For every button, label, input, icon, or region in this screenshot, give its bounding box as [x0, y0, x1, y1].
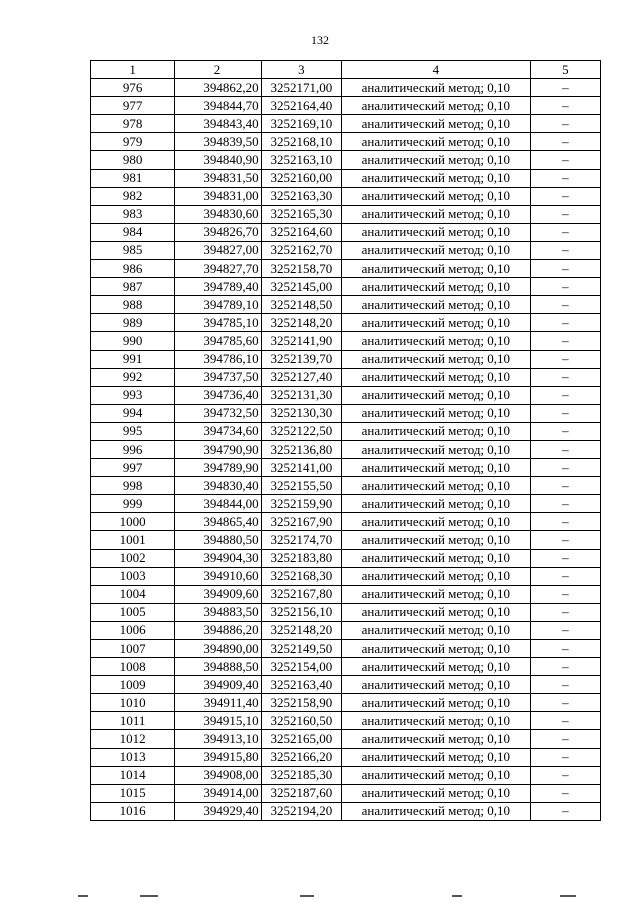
- note-cell: –: [530, 332, 600, 350]
- point-number-cell: 1006: [91, 621, 175, 639]
- method-cell: аналитический метод; 0,10: [341, 802, 530, 820]
- method-cell: аналитический метод; 0,10: [341, 531, 530, 549]
- y-coordinate-cell: 3252174,70: [261, 531, 341, 549]
- y-coordinate-cell: 3252160,50: [261, 712, 341, 730]
- x-coordinate-cell: 394827,70: [175, 260, 261, 278]
- y-coordinate-cell: 3252163,40: [261, 676, 341, 694]
- y-coordinate-cell: 3252154,00: [261, 658, 341, 676]
- method-cell: аналитический метод; 0,10: [341, 730, 530, 748]
- note-cell: –: [530, 79, 600, 97]
- y-coordinate-cell: 3252169,10: [261, 115, 341, 133]
- method-cell: аналитический метод; 0,10: [341, 278, 530, 296]
- method-cell: аналитический метод; 0,10: [341, 133, 530, 151]
- table-row: [91, 151, 601, 169]
- note-cell: –: [530, 603, 600, 621]
- x-coordinate-cell: 394830,40: [175, 477, 261, 495]
- note-cell: –: [530, 440, 600, 458]
- x-coordinate-cell: 394839,50: [175, 133, 261, 151]
- x-coordinate-cell: 394914,00: [175, 784, 261, 802]
- x-coordinate-cell: 394890,00: [175, 640, 261, 658]
- note-cell: –: [530, 640, 600, 658]
- note-cell: –: [530, 748, 600, 766]
- table-row: [91, 603, 601, 621]
- y-coordinate-cell: 3252149,50: [261, 640, 341, 658]
- x-coordinate-cell: 394929,40: [175, 802, 261, 820]
- method-cell: аналитический метод; 0,10: [341, 97, 530, 115]
- table-row: [91, 241, 601, 259]
- method-cell: аналитический метод; 0,10: [341, 495, 530, 513]
- note-cell: –: [530, 549, 600, 567]
- y-coordinate-cell: 3252167,90: [261, 513, 341, 531]
- note-cell: –: [530, 278, 600, 296]
- method-cell: аналитический метод; 0,10: [341, 205, 530, 223]
- note-cell: –: [530, 567, 600, 585]
- note-cell: –: [530, 730, 600, 748]
- y-coordinate-cell: 3252127,40: [261, 368, 341, 386]
- point-number-cell: 984: [91, 223, 175, 241]
- table-row: [91, 585, 601, 603]
- y-coordinate-cell: 3252136,80: [261, 440, 341, 458]
- y-coordinate-cell: 3252131,30: [261, 386, 341, 404]
- method-cell: аналитический метод; 0,10: [341, 440, 530, 458]
- y-coordinate-cell: 3252167,80: [261, 585, 341, 603]
- table-row: [91, 133, 601, 151]
- note-cell: –: [530, 223, 600, 241]
- method-cell: аналитический метод; 0,10: [341, 296, 530, 314]
- x-coordinate-cell: 394737,50: [175, 368, 261, 386]
- x-coordinate-cell: 394736,40: [175, 386, 261, 404]
- y-coordinate-cell: 3252139,70: [261, 350, 341, 368]
- x-coordinate-cell: 394862,20: [175, 79, 261, 97]
- point-number-cell: 981: [91, 169, 175, 187]
- point-number-cell: 1016: [91, 802, 175, 820]
- method-cell: аналитический метод; 0,10: [341, 621, 530, 639]
- table-row: [91, 278, 601, 296]
- note-cell: –: [530, 260, 600, 278]
- note-cell: –: [530, 350, 600, 368]
- y-coordinate-cell: 3252141,90: [261, 332, 341, 350]
- x-coordinate-cell: 394785,60: [175, 332, 261, 350]
- table-row: [91, 766, 601, 784]
- note-cell: –: [530, 368, 600, 386]
- table-row: [91, 368, 601, 386]
- note-cell: –: [530, 205, 600, 223]
- x-coordinate-cell: 394904,30: [175, 549, 261, 567]
- x-coordinate-cell: 394909,60: [175, 585, 261, 603]
- table-row: [91, 205, 601, 223]
- point-number-cell: 1007: [91, 640, 175, 658]
- point-number-cell: 998: [91, 477, 175, 495]
- note-cell: –: [530, 676, 600, 694]
- table-row: [91, 495, 601, 513]
- note-cell: –: [530, 658, 600, 676]
- method-cell: аналитический метод; 0,10: [341, 350, 530, 368]
- note-cell: –: [530, 314, 600, 332]
- table-row: [91, 802, 601, 820]
- point-number-cell: 978: [91, 115, 175, 133]
- note-cell: –: [530, 133, 600, 151]
- point-number-cell: 1004: [91, 585, 175, 603]
- y-coordinate-cell: 3252164,40: [261, 97, 341, 115]
- table-row: [91, 477, 601, 495]
- table-row: [91, 513, 601, 531]
- y-coordinate-cell: 3252166,20: [261, 748, 341, 766]
- method-cell: аналитический метод; 0,10: [341, 784, 530, 802]
- x-coordinate-cell: 394886,20: [175, 621, 261, 639]
- note-cell: –: [530, 531, 600, 549]
- point-number-cell: 979: [91, 133, 175, 151]
- y-coordinate-cell: 3252171,00: [261, 79, 341, 97]
- x-coordinate-cell: 394840,90: [175, 151, 261, 169]
- method-cell: аналитический метод; 0,10: [341, 151, 530, 169]
- y-coordinate-cell: 3252164,60: [261, 223, 341, 241]
- table-row: [91, 350, 601, 368]
- table-row: [91, 187, 601, 205]
- point-number-cell: 996: [91, 440, 175, 458]
- x-coordinate-cell: 394732,50: [175, 404, 261, 422]
- point-number-cell: 985: [91, 241, 175, 259]
- method-cell: аналитический метод; 0,10: [341, 223, 530, 241]
- method-cell: аналитический метод; 0,10: [341, 404, 530, 422]
- x-coordinate-cell: 394790,90: [175, 440, 261, 458]
- method-cell: аналитический метод; 0,10: [341, 585, 530, 603]
- y-coordinate-cell: 3252148,20: [261, 314, 341, 332]
- column-header: 1: [91, 61, 175, 79]
- x-coordinate-cell: 394789,40: [175, 278, 261, 296]
- column-header: 2: [175, 61, 261, 79]
- x-coordinate-cell: 394831,50: [175, 169, 261, 187]
- method-cell: аналитический метод; 0,10: [341, 422, 530, 440]
- note-cell: –: [530, 296, 600, 314]
- method-cell: аналитический метод; 0,10: [341, 477, 530, 495]
- method-cell: аналитический метод; 0,10: [341, 603, 530, 621]
- method-cell: аналитический метод; 0,10: [341, 115, 530, 133]
- note-cell: –: [530, 585, 600, 603]
- method-cell: аналитический метод; 0,10: [341, 314, 530, 332]
- column-header: 5: [530, 61, 600, 79]
- column-header: 4: [341, 61, 530, 79]
- y-coordinate-cell: 3252122,50: [261, 422, 341, 440]
- method-cell: аналитический метод; 0,10: [341, 748, 530, 766]
- y-coordinate-cell: 3252160,00: [261, 169, 341, 187]
- x-coordinate-cell: 394880,50: [175, 531, 261, 549]
- point-number-cell: 988: [91, 296, 175, 314]
- x-coordinate-cell: 394826,70: [175, 223, 261, 241]
- table-row: [91, 640, 601, 658]
- note-cell: –: [530, 784, 600, 802]
- x-coordinate-cell: 394844,70: [175, 97, 261, 115]
- table-row: [91, 440, 601, 458]
- table-header-row: [91, 61, 601, 79]
- table-row: [91, 658, 601, 676]
- point-number-cell: 992: [91, 368, 175, 386]
- table-row: [91, 531, 601, 549]
- note-cell: –: [530, 115, 600, 133]
- x-coordinate-cell: 394883,50: [175, 603, 261, 621]
- y-coordinate-cell: 3252165,30: [261, 205, 341, 223]
- x-coordinate-cell: 394908,00: [175, 766, 261, 784]
- point-number-cell: 1005: [91, 603, 175, 621]
- table-row: [91, 712, 601, 730]
- point-number-cell: 986: [91, 260, 175, 278]
- column-header: 3: [261, 61, 341, 79]
- note-cell: –: [530, 169, 600, 187]
- x-coordinate-cell: 394831,00: [175, 187, 261, 205]
- method-cell: аналитический метод; 0,10: [341, 386, 530, 404]
- x-coordinate-cell: 394865,40: [175, 513, 261, 531]
- method-cell: аналитический метод; 0,10: [341, 640, 530, 658]
- y-coordinate-cell: 3252141,00: [261, 459, 341, 477]
- table-row: [91, 730, 601, 748]
- table-row: [91, 79, 601, 97]
- y-coordinate-cell: 3252165,00: [261, 730, 341, 748]
- table-row: [91, 694, 601, 712]
- y-coordinate-cell: 3252145,00: [261, 278, 341, 296]
- point-number-cell: 999: [91, 495, 175, 513]
- point-number-cell: 1012: [91, 730, 175, 748]
- method-cell: аналитический метод; 0,10: [341, 549, 530, 567]
- method-cell: аналитический метод; 0,10: [341, 766, 530, 784]
- point-number-cell: 989: [91, 314, 175, 332]
- table-row: [91, 549, 601, 567]
- method-cell: аналитический метод; 0,10: [341, 368, 530, 386]
- x-coordinate-cell: 394843,40: [175, 115, 261, 133]
- point-number-cell: 983: [91, 205, 175, 223]
- note-cell: –: [530, 404, 600, 422]
- table-row: [91, 260, 601, 278]
- table-row: [91, 332, 601, 350]
- page-edge-marks: [0, 893, 640, 901]
- note-cell: –: [530, 422, 600, 440]
- note-cell: –: [530, 386, 600, 404]
- note-cell: –: [530, 187, 600, 205]
- method-cell: аналитический метод; 0,10: [341, 567, 530, 585]
- y-coordinate-cell: 3252158,70: [261, 260, 341, 278]
- y-coordinate-cell: 3252130,30: [261, 404, 341, 422]
- y-coordinate-cell: 3252168,30: [261, 567, 341, 585]
- point-number-cell: 1001: [91, 531, 175, 549]
- point-number-cell: 1013: [91, 748, 175, 766]
- coordinates-table: [90, 60, 601, 821]
- y-coordinate-cell: 3252155,50: [261, 477, 341, 495]
- y-coordinate-cell: 3252194,20: [261, 802, 341, 820]
- note-cell: –: [530, 712, 600, 730]
- table-row: [91, 97, 601, 115]
- table-row: [91, 223, 601, 241]
- y-coordinate-cell: 3252183,80: [261, 549, 341, 567]
- y-coordinate-cell: 3252159,90: [261, 495, 341, 513]
- note-cell: –: [530, 241, 600, 259]
- table-row: [91, 404, 601, 422]
- table-row: [91, 115, 601, 133]
- x-coordinate-cell: 394909,40: [175, 676, 261, 694]
- x-coordinate-cell: 394734,60: [175, 422, 261, 440]
- y-coordinate-cell: 3252148,50: [261, 296, 341, 314]
- point-number-cell: 994: [91, 404, 175, 422]
- table-row: [91, 296, 601, 314]
- point-number-cell: 977: [91, 97, 175, 115]
- point-number-cell: 1010: [91, 694, 175, 712]
- table-row: [91, 567, 601, 585]
- note-cell: –: [530, 459, 600, 477]
- method-cell: аналитический метод; 0,10: [341, 712, 530, 730]
- point-number-cell: 982: [91, 187, 175, 205]
- x-coordinate-cell: 394911,40: [175, 694, 261, 712]
- x-coordinate-cell: 394786,10: [175, 350, 261, 368]
- x-coordinate-cell: 394785,10: [175, 314, 261, 332]
- table-body: [91, 79, 601, 821]
- method-cell: аналитический метод; 0,10: [341, 169, 530, 187]
- method-cell: аналитический метод; 0,10: [341, 241, 530, 259]
- method-cell: аналитический метод; 0,10: [341, 658, 530, 676]
- y-coordinate-cell: 3252162,70: [261, 241, 341, 259]
- point-number-cell: 1000: [91, 513, 175, 531]
- x-coordinate-cell: 394830,60: [175, 205, 261, 223]
- x-coordinate-cell: 394910,60: [175, 567, 261, 585]
- point-number-cell: 997: [91, 459, 175, 477]
- y-coordinate-cell: 3252185,30: [261, 766, 341, 784]
- x-coordinate-cell: 394789,90: [175, 459, 261, 477]
- point-number-cell: 990: [91, 332, 175, 350]
- method-cell: аналитический метод; 0,10: [341, 676, 530, 694]
- point-number-cell: 991: [91, 350, 175, 368]
- table-row: [91, 784, 601, 802]
- page-number: 132: [311, 33, 329, 47]
- method-cell: аналитический метод; 0,10: [341, 187, 530, 205]
- point-number-cell: 1008: [91, 658, 175, 676]
- note-cell: –: [530, 513, 600, 531]
- point-number-cell: 976: [91, 79, 175, 97]
- note-cell: –: [530, 766, 600, 784]
- y-coordinate-cell: 3252158,90: [261, 694, 341, 712]
- point-number-cell: 980: [91, 151, 175, 169]
- method-cell: аналитический метод; 0,10: [341, 332, 530, 350]
- method-cell: аналитический метод; 0,10: [341, 260, 530, 278]
- x-coordinate-cell: 394915,80: [175, 748, 261, 766]
- method-cell: аналитический метод; 0,10: [341, 694, 530, 712]
- y-coordinate-cell: 3252156,10: [261, 603, 341, 621]
- table-row: [91, 169, 601, 187]
- point-number-cell: 993: [91, 386, 175, 404]
- table-row: [91, 459, 601, 477]
- table-row: [91, 621, 601, 639]
- note-cell: –: [530, 151, 600, 169]
- y-coordinate-cell: 3252163,30: [261, 187, 341, 205]
- note-cell: –: [530, 495, 600, 513]
- x-coordinate-cell: 394844,00: [175, 495, 261, 513]
- note-cell: –: [530, 97, 600, 115]
- table-row: [91, 314, 601, 332]
- point-number-cell: 995: [91, 422, 175, 440]
- note-cell: –: [530, 802, 600, 820]
- x-coordinate-cell: 394915,10: [175, 712, 261, 730]
- x-coordinate-cell: 394827,00: [175, 241, 261, 259]
- y-coordinate-cell: 3252168,10: [261, 133, 341, 151]
- point-number-cell: 1011: [91, 712, 175, 730]
- method-cell: аналитический метод; 0,10: [341, 79, 530, 97]
- point-number-cell: 1003: [91, 567, 175, 585]
- note-cell: –: [530, 694, 600, 712]
- table-row: [91, 386, 601, 404]
- y-coordinate-cell: 3252148,20: [261, 621, 341, 639]
- note-cell: –: [530, 477, 600, 495]
- note-cell: –: [530, 621, 600, 639]
- point-number-cell: 1014: [91, 766, 175, 784]
- method-cell: аналитический метод; 0,10: [341, 459, 530, 477]
- method-cell: аналитический метод; 0,10: [341, 513, 530, 531]
- y-coordinate-cell: 3252187,60: [261, 784, 341, 802]
- point-number-cell: 1015: [91, 784, 175, 802]
- x-coordinate-cell: 394888,50: [175, 658, 261, 676]
- x-coordinate-cell: 394789,10: [175, 296, 261, 314]
- point-number-cell: 1009: [91, 676, 175, 694]
- table-row: [91, 422, 601, 440]
- y-coordinate-cell: 3252163,10: [261, 151, 341, 169]
- x-coordinate-cell: 394913,10: [175, 730, 261, 748]
- table-row: [91, 676, 601, 694]
- table-row: [91, 748, 601, 766]
- point-number-cell: 987: [91, 278, 175, 296]
- point-number-cell: 1002: [91, 549, 175, 567]
